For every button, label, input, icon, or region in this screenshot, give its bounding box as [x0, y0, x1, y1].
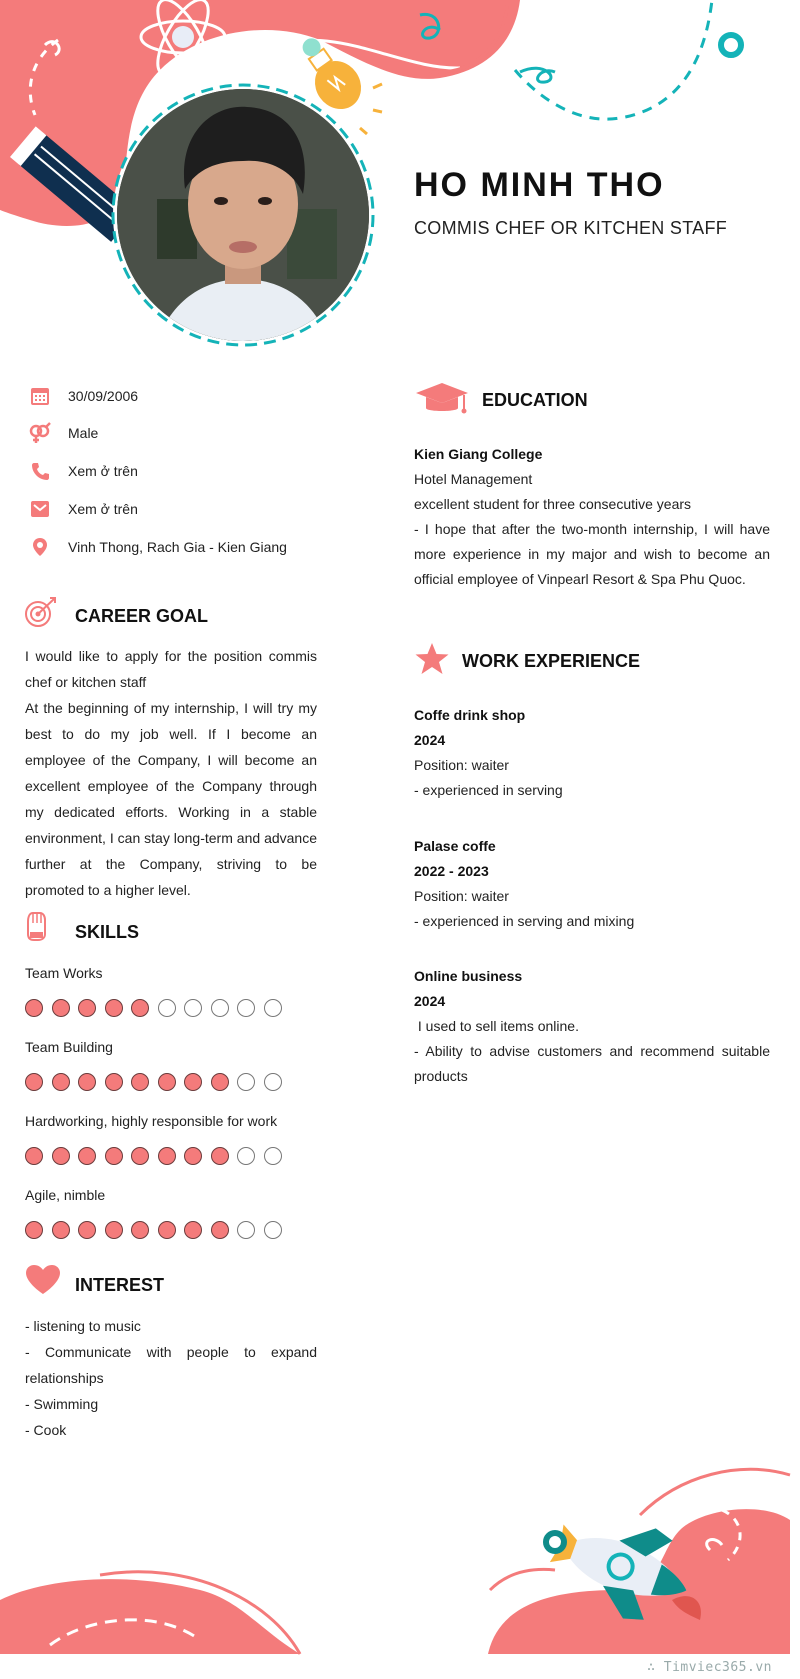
rating-dot-filled — [52, 1147, 70, 1165]
rating-dot-filled — [131, 1221, 149, 1239]
skill-name-2: Team Building — [25, 1039, 113, 1055]
job-entry-2 — [414, 834, 770, 934]
watermark: ∴ Timviec365.vn — [647, 1660, 772, 1675]
rating-dot-empty — [237, 1221, 255, 1239]
rating-dot-empty — [237, 999, 255, 1017]
rating-dot-filled — [78, 1221, 96, 1239]
job-line: I used to sell items online. — [414, 1018, 579, 1034]
interest-item: - Swimming — [25, 1396, 99, 1412]
rating-dot-filled — [52, 1221, 70, 1239]
education-major: Hotel Management — [414, 471, 533, 487]
email-value: Xem ở trên — [68, 501, 138, 517]
email-icon — [28, 497, 52, 521]
profile-photo — [117, 89, 369, 341]
rating-dot-filled — [211, 1221, 229, 1239]
target-icon — [24, 596, 58, 633]
phone-value: Xem ở trên — [68, 463, 138, 479]
gender-value: Male — [68, 425, 99, 441]
rating-dot-filled — [158, 1147, 176, 1165]
rating-dot-filled — [78, 1147, 96, 1165]
calendar-icon — [28, 384, 52, 408]
job-line: - experienced in serving — [414, 782, 563, 798]
rating-dot-empty — [264, 1147, 282, 1165]
rating-dot-filled — [184, 1221, 202, 1239]
rating-dot-empty — [264, 1073, 282, 1091]
star-icon — [414, 642, 450, 681]
skill-name-4: Agile, nimble — [25, 1187, 106, 1203]
location-pin-icon — [28, 535, 52, 559]
interest-heading: INTEREST — [75, 1275, 165, 1295]
contact-gender — [28, 420, 98, 446]
career-goal-paragraph-2: At the beginning of my internship, I will try my best to do my job well. If I become an employee of the Company, I will become an excellent employee of the Company through my dedicated efforts. Working in a stable environment, I can stay long-term and advance further at the Company, striving to be promoted to a higher level. — [25, 700, 317, 898]
contact-address — [28, 534, 287, 560]
rating-dot-filled — [25, 1147, 43, 1165]
rating-dot-empty — [264, 1221, 282, 1239]
rating-dot-filled — [52, 999, 70, 1017]
rating-dot-empty — [264, 999, 282, 1017]
interest-list — [25, 1313, 317, 1443]
skill-rating-3 — [25, 1147, 282, 1165]
job-entry-3 — [414, 964, 770, 1089]
rating-dot-filled — [131, 999, 149, 1017]
rating-dot-filled — [158, 1073, 176, 1091]
rating-dot-filled — [25, 1073, 43, 1091]
contact-email — [28, 496, 138, 522]
job-period: 2024 — [414, 732, 446, 748]
gender-icon — [28, 421, 52, 445]
job-period: 2024 — [414, 993, 446, 1009]
interest-item: - Communicate with people to expand relationships — [25, 1344, 317, 1386]
job-title: COMMIS CHEF OR KITCHEN STAFF — [414, 218, 728, 238]
rating-dot-filled — [52, 1073, 70, 1091]
rating-dot-empty — [211, 999, 229, 1017]
skill-rating-4 — [25, 1221, 282, 1239]
career-goal-heading: CAREER GOAL — [75, 606, 209, 626]
skill-rating-2 — [25, 1073, 282, 1091]
rating-dot-filled — [131, 1073, 149, 1091]
education-details — [414, 442, 770, 592]
job-line: Position: waiter — [414, 888, 509, 904]
rating-dot-filled — [25, 1221, 43, 1239]
work-heading: WORK EXPERIENCE — [462, 651, 641, 671]
address-value: Vinh Thong, Rach Gia - Kien Giang — [68, 539, 287, 555]
profile-photo-frame — [110, 82, 376, 348]
education-detail: - I hope that after the two-month internship, I will have more experience in my major and wish to become an official employee of Vinpearl Resort & Spa Phu Quoc. — [414, 521, 770, 587]
career-goal-paragraph-1: I would like to apply for the position commis chef or kitchen staff — [25, 648, 317, 690]
job-line: - Ability to advise customers and recommend suitable products — [414, 1043, 770, 1084]
rating-dot-filled — [105, 1147, 123, 1165]
job-entry-1 — [414, 703, 770, 803]
education-school: Kien Giang College — [414, 446, 543, 462]
interest-item: - listening to music — [25, 1318, 141, 1334]
job-company: Online business — [414, 968, 523, 984]
skills-heading: SKILLS — [75, 922, 140, 942]
rating-dot-filled — [25, 999, 43, 1017]
bottom-decoration — [0, 1440, 800, 1679]
rating-dot-filled — [158, 1221, 176, 1239]
job-company: Palase coffe — [414, 838, 496, 854]
job-period: 2022 - 2023 — [414, 863, 489, 879]
rating-dot-filled — [184, 1147, 202, 1165]
heart-icon — [24, 1264, 62, 1301]
rating-dot-filled — [211, 1073, 229, 1091]
candidate-name: HO MINH THO — [414, 166, 665, 204]
career-goal-text — [25, 643, 317, 903]
fist-icon — [24, 910, 48, 947]
phone-icon — [28, 459, 52, 483]
rating-dot-empty — [237, 1147, 255, 1165]
rating-dot-empty — [158, 999, 176, 1017]
rating-dot-filled — [78, 999, 96, 1017]
rating-dot-empty — [184, 999, 202, 1017]
job-line: - experienced in serving and mixing — [414, 913, 635, 929]
rating-dot-filled — [211, 1147, 229, 1165]
rating-dot-filled — [105, 1221, 123, 1239]
contact-dob — [28, 383, 138, 409]
education-note: excellent student for three consecutive years — [414, 496, 692, 512]
skill-name-3: Hardworking, highly responsible for work — [25, 1113, 278, 1129]
rating-dot-empty — [237, 1073, 255, 1091]
graduation-cap-icon — [414, 381, 470, 420]
interest-item: - Cook — [25, 1422, 67, 1438]
dob-value: 30/09/2006 — [68, 388, 139, 404]
education-heading: EDUCATION — [482, 390, 588, 410]
job-line: Position: waiter — [414, 757, 509, 773]
rating-dot-filled — [184, 1073, 202, 1091]
skill-rating-1 — [25, 999, 282, 1017]
rating-dot-filled — [105, 1073, 123, 1091]
contact-phone — [28, 458, 138, 484]
rating-dot-filled — [105, 999, 123, 1017]
skill-name-1: Team Works — [25, 965, 103, 981]
job-company: Coffe drink shop — [414, 707, 526, 723]
rating-dot-filled — [78, 1073, 96, 1091]
rating-dot-filled — [131, 1147, 149, 1165]
